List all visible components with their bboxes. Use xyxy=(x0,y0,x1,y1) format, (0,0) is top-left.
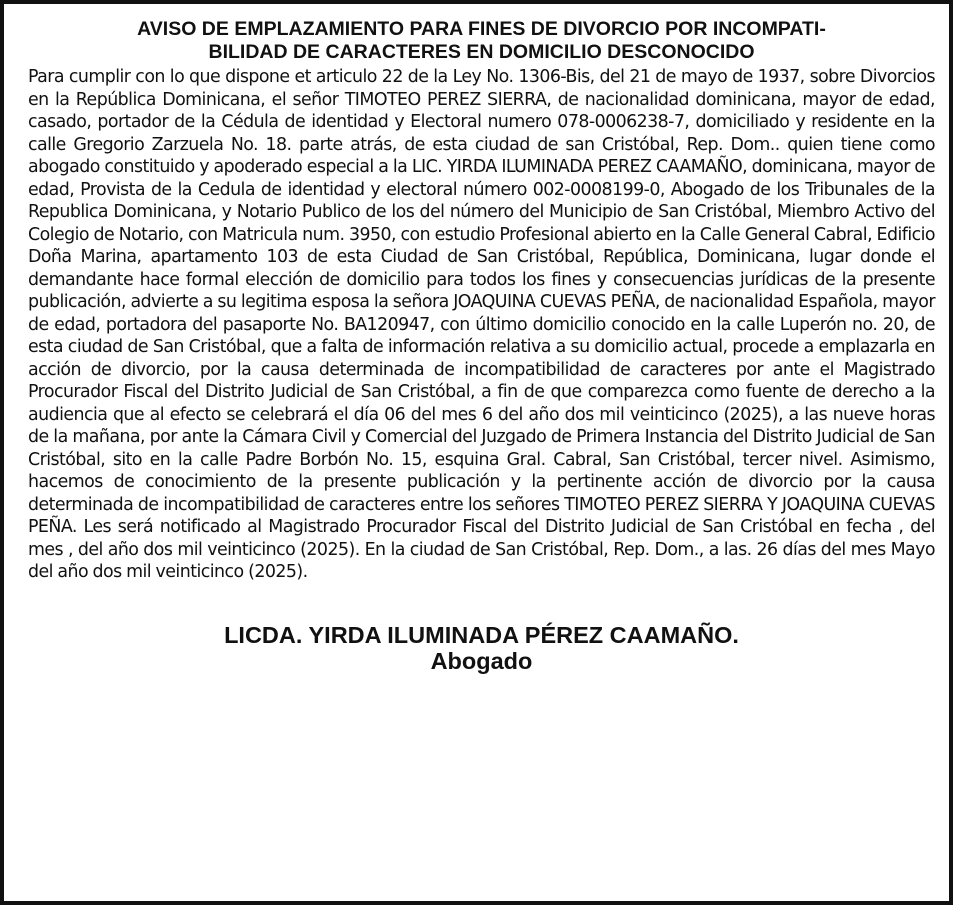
signature-block xyxy=(28,622,935,674)
notice-title xyxy=(28,18,935,64)
signer-name: LICDA. YIRDA ILUMINADA PÉREZ CAAMAÑO. xyxy=(224,621,739,648)
signer-role: Abogado xyxy=(430,647,533,674)
notice-body: Para cumplir con lo que dispone et articulo 22 de la Ley No. 1306-Bis, del 21 de mayo de 1937, sobre Divorcios en la República Dominicana, el señor TIMOTEO PEREZ SIERRA, de nacionalidad dominicana, mayor de edad, casado, portador de la Cédula de identidad y Electoral numero 078-0006238-7, domiciliado y residente en la calle Gregorio Zarzuela No. 18. parte atrás, de esta ciudad de san Cristóbal, Rep. Dom.. quien tiene como abogado constituido y apoderado especial a la LIC. YIRDA ILUMINADA PEREZ CAAMAÑO, dominicana, mayor de edad, Provista de la Cedula de identidad y electoral número 002-0008199-0, Abogado de los Tribunales de la Republica Dominicana, y Notario Publico de los del número del Municipio de San Cristóbal, Miembro Activo del Colegio de Notario, con Matricula num. 3950, con estudio Profesional abierto en la Calle General Cabral, Edificio Doña Marina, apartamento 103 de esta Ciudad de San Cristóbal, República, Dominicana, lugar donde el demandante hace formal elección de domicilio para todos los fines y consecuencias jurídicas de la presente publicación, advierte a su legitima esposa la señora JOAQUINA CUEVAS PEÑA, de nacionalidad Española, mayor de edad, portadora del pasaporte No. BA120947, con último domicilio conocido en la calle Luperón no. 20, de esta ciudad de San Cristóbal, que a falta de información relativa a su domicilio actual, procede a emplazarla en acción de divorcio, por la causa determinada de incompatibilidad de caracteres por ante el Magistrado Procurador Fiscal del Distrito Judicial de San Cristóbal, a fin de que comparezca como fuente de derecho a la audiencia que al efecto se celebrará el día 06 del mes 6 del año dos mil veinticinco (2025), a las nueve horas de la mañana, por ante la Cámara Civil y Comercial del Juzgado de Primera Instancia del Distrito Judicial de San Cristóbal, sito en la calle Padre Borbón No. 15, esquina Gral. Cabral, San Cristóbal, tercer nivel. Asimismo, hacemos de conocimiento de la presente publicación y la pertinente acción de divorcio por la causa determinada de incompatibilidad de caracteres entre los señores TIMOTEO PEREZ SIERRA Y JOAQUINA CUEVAS PEÑA. Les será notificado al Magistrado Procurador Fiscal del Distrito Judicial de San Cristóbal en fecha , del mes , del año dos mil veinticinco (2025). En la ciudad de San Cristóbal, Rep. Dom., a las. 26 días del mes Mayo del año dos mil veinticinco (2025). xyxy=(28,67,935,582)
notice-title-line-1: AVISO DE EMPLAZAMIENTO PARA FINES DE DIVORCIO POR INCOMPATI- xyxy=(137,18,826,40)
notice-title-line-2: BILIDAD DE CARACTERES EN DOMICILIO DESCONOCIDO xyxy=(208,41,755,63)
